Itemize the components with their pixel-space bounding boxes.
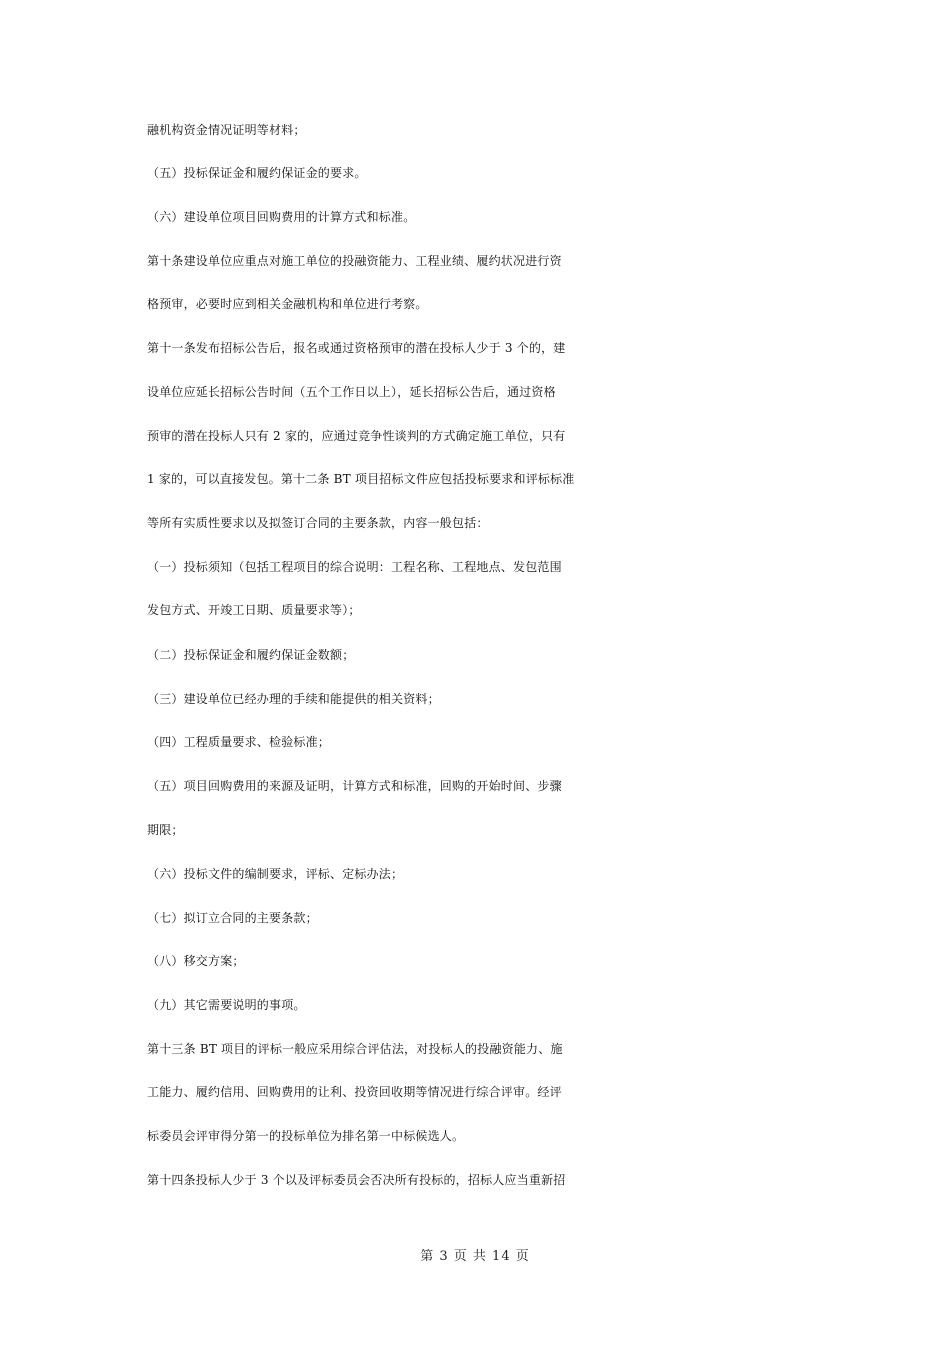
text-line: （五）投标保证金和履约保证金的要求。 [147,166,367,180]
text-line: 工能力、履约信用、回购费用的让利、投资回收期等情况进行综合评审。经评 [147,1085,562,1099]
text-line: 1 家的，可以直接发包。第十二条 BT 项目招标文件应包括投标要求和评标标准 [147,472,575,486]
text-line: 融机构资金情况证明等材料； [147,123,306,137]
text-line: 期限； [147,823,184,837]
text-line: （五）项目回购费用的来源及证明，计算方式和标准，回购的开始时间、步骤 [147,779,562,793]
text-line: 第十一条发布招标公告后，报名或通过资格预审的潜在投标人少于 3 个的，建 [147,341,566,355]
text-line: 设单位应延长招标公告时间（五个工作日以上），延长招标公告后，通过资格 [147,385,556,399]
text-line: 第十三条 BT 项目的评标一般应采用综合评估法，对投标人的投融资能力、施 [147,1042,563,1056]
text-line: 标委员会评审得分第一的投标单位为排名第一中标候选人。 [147,1129,465,1143]
text-line: 预审的潜在投标人只有 2 家的，应通过竞争性谈判的方式确定施工单位，只有 [147,429,566,443]
text-line: 等所有实质性要求以及拟签订合同的主要条款，内容一般包括： [147,516,489,530]
text-line: 第十四条投标人少于 3 个以及评标委员会否决所有投标的，招标人应当重新招 [147,1173,566,1187]
text-line: （三）建设单位已经办理的手续和能提供的相关资料； [147,692,440,706]
text-line: 格预审，必要时应到相关金融机构和单位进行考察。 [147,297,428,311]
text-line: （六）投标文件的编制要求，评标、定标办法； [147,867,404,881]
text-line: （六）建设单位项目回购费用的计算方式和标准。 [147,210,416,224]
text-line: （九）其它需要说明的事项。 [147,998,306,1012]
text-line: （八）移交方案； [147,954,245,968]
text-line: （七）拟订立合同的主要条款； [147,911,318,925]
text-line: 发包方式、开竣工日期、质量要求等）； [147,603,361,617]
text-line: （四）工程质量要求、检验标准； [147,735,331,749]
text-line: （一）投标须知（包括工程项目的综合说明：工程名称、工程地点、发包范围 [147,560,562,574]
page-number-footer: 第 3 页 共 14 页 [420,1249,530,1264]
text-line: 第十条建设单位应重点对施工单位的投融资能力、工程业绩、履约状况进行资 [147,254,562,268]
text-line: （二）投标保证金和履约保证金数额； [147,648,355,662]
